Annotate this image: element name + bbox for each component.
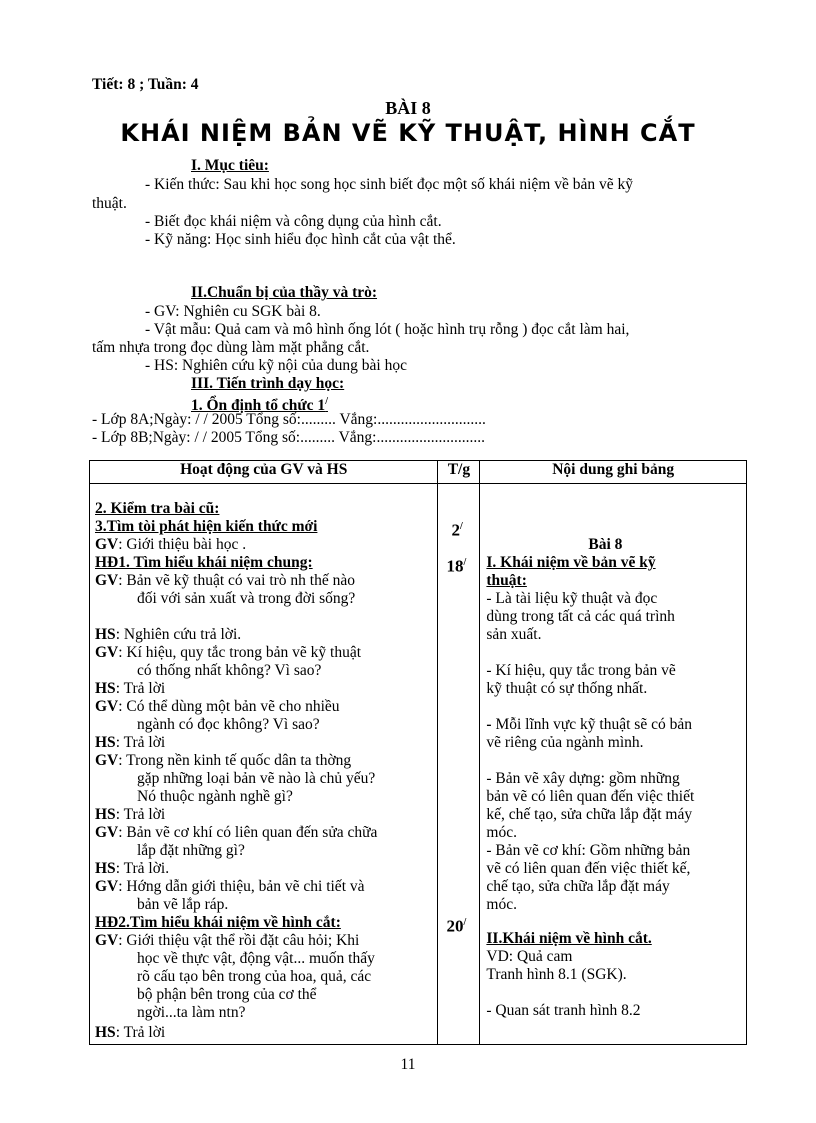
preparation-material-2: tấm nhựa trong đọc dùng làm mặt phẳng cắt.	[92, 339, 370, 356]
activity-line: GV: Giới thiệu vật thể rồi đặt câu hỏi; Khi	[95, 932, 360, 949]
activity-line: 2. Kiểm tra bài cũ:	[95, 500, 220, 517]
col-time-header: T/g	[438, 461, 480, 484]
activity-line: học về thực vật, động vật... muốn thấy	[137, 950, 375, 967]
content-line: - Mỗi lĩnh vực kỹ thuật sẽ có bản	[486, 716, 692, 733]
content-line: vẽ riêng của ngành mình.	[486, 734, 644, 751]
table-header-row	[90, 461, 747, 484]
content-line: sản xuất.	[486, 626, 542, 643]
objective-knowledge-1: - Kiến thức: Sau khi học song học sinh biết đọc một số khái niệm về bản vẽ kỹ	[145, 176, 633, 193]
class-8b-row: - Lớp 8B;Ngày: / / 2005 Tổng số:......... Vắng:............................	[92, 429, 485, 446]
activities-cell	[90, 484, 438, 1045]
time-value: 18/	[446, 556, 467, 576]
activity-line: đối với sản xuất và trong đời sống?	[137, 590, 356, 607]
content-line: kỹ thuật có sự thống nhất.	[486, 680, 648, 697]
activity-line: 3.Tìm tòi phát hiện kiến thức mới	[95, 518, 318, 535]
activity-line: HS: Nghiên cứu trả lời.	[95, 626, 242, 643]
activity-line: GV: Hớng dẫn giới thiệu, bản vẽ chi tiết và	[95, 878, 365, 895]
activity-line: HS: Trả lời	[95, 1024, 166, 1041]
activity-line: lắp đặt những gì?	[137, 842, 245, 859]
activity-line: HS: Trả lời	[95, 734, 166, 751]
time-value: 2/	[451, 520, 463, 540]
lesson-week: Tiết: 8 ; Tuần: 4	[92, 76, 199, 93]
content-line: móc.	[486, 824, 517, 841]
activity-line: gặp những loại bản vẽ nào là chủ yếu?	[137, 770, 376, 787]
content-line: I. Khái niệm về bản vẽ kỹ	[486, 554, 656, 571]
content-line: - Kí hiệu, quy tắc trong bản vẽ	[486, 662, 676, 679]
activity-line: GV: Giới thiệu bài học .	[95, 536, 247, 553]
activity-line: HĐ1. Tìm hiểu khái niệm chung:	[95, 554, 313, 571]
preparation-material-1: - Vật mẫu: Quả cam và mô hình ống lót ( hoặc hình trụ rỗng ) đọc cắt làm hai,	[145, 321, 630, 338]
content-line: - Là tài liệu kỹ thuật và đọc	[486, 590, 658, 607]
activity-line: HĐ2.Tìm hiểu khái niệm về hình cắt:	[95, 914, 341, 931]
activity-line: HS: Trả lời.	[95, 860, 170, 877]
activity-line: GV: Có thể dùng một bản vẽ cho nhiều	[95, 698, 340, 715]
content-line: - Quan sát tranh hình 8.2	[486, 1002, 641, 1019]
activity-line: GV: Trong nền kinh tế quốc dân ta thờng	[95, 752, 352, 769]
objectives-heading: I. Mục tiêu:	[191, 157, 269, 174]
activity-line: bộ phận bên trong của cơ thể	[137, 986, 317, 1003]
objective-knowledge-1b: thuật.	[92, 195, 127, 212]
content-line: kế, chế tạo, sửa chữa lắp đặt máy	[486, 806, 693, 823]
activity-line: GV: Bản vẽ kỹ thuật có vai trò nh thế nào	[95, 572, 355, 589]
content-line: - Bản vẽ cơ khí: Gồm những bản	[486, 842, 691, 859]
content-line: Bài 8	[588, 536, 623, 553]
table-body-row	[90, 484, 747, 1045]
activity-line: rõ cấu tạo bên trong của hoa, quả, các	[137, 968, 372, 985]
content-line: thuật:	[486, 572, 527, 589]
content-line: vẽ có liên quan đến việc thiết kế,	[486, 860, 691, 877]
preparation-heading: II.Chuẩn bị của thầy và trò:	[191, 284, 378, 301]
objective-skill: - Kỹ năng: Học sinh hiểu đọc hình cắt của vật thể.	[145, 231, 456, 248]
process-heading: III. Tiến trình dạy học:	[191, 375, 345, 392]
activity-line: bản vẽ lắp ráp.	[137, 896, 229, 913]
col-content-header: Nội dung ghi bảng	[480, 461, 747, 484]
content-line: - Bản vẽ xây dựng: gồm những	[486, 770, 680, 787]
activity-line: GV: Kí hiệu, quy tắc trong bản vẽ kỹ thuật	[95, 644, 362, 661]
activity-line: có thống nhất không? Vì sao?	[137, 662, 322, 679]
activity-line: HS: Trả lời	[95, 680, 166, 697]
activity-line: Nó thuộc ngành nghề gì?	[137, 788, 293, 805]
content-line: II.Khái niệm về hình cắt.	[486, 930, 652, 947]
content-cell	[480, 484, 747, 1045]
activity-line: ngời...ta làm ntn?	[137, 1004, 246, 1021]
content-line: VD: Quả cam	[486, 948, 573, 965]
objective-knowledge-2: - Biết đọc khái niệm và công dụng của hình cắt.	[145, 213, 442, 230]
content-line: Tranh hình 8.1 (SGK).	[486, 966, 627, 983]
page-number: 11	[400, 1056, 416, 1073]
col-activities-header: Hoạt động của GV và HS	[90, 461, 438, 484]
content-line: chế tạo, sửa chữa lắp đặt máy	[486, 878, 670, 895]
content-line: bản vẽ có liên quan đến việc thiết	[486, 788, 695, 805]
preparation-hs: - HS: Nghiên cứu kỹ nội của dung bài học	[145, 357, 407, 374]
lesson-table	[89, 460, 747, 1045]
activity-line: GV: Bản vẽ cơ khí có liên quan đến sửa chữa	[95, 824, 378, 841]
content-line: móc.	[486, 896, 517, 913]
activity-line: HS: Trả lời	[95, 806, 166, 823]
class-8a-row: - Lớp 8A;Ngày: / / 2005 Tổng số:......... Vắng:............................	[92, 411, 486, 428]
activity-line: ngành có đọc không? Vì sao?	[137, 716, 320, 733]
preparation-gv: - GV: Nghiên cu SGK bài 8.	[145, 303, 321, 320]
time-cell	[438, 484, 480, 1045]
time-value: 20/	[446, 916, 467, 936]
lesson-number: BÀI 8	[385, 98, 431, 118]
stabilize-heading: 1. Ổn định tổ chức 1/	[191, 396, 328, 415]
lesson-title: KHÁI NIỆM BẢN VẼ KỸ THUẬT, HÌNH CẮT	[120, 119, 696, 147]
content-line: dùng trong tất cả các quá trình	[486, 608, 675, 625]
